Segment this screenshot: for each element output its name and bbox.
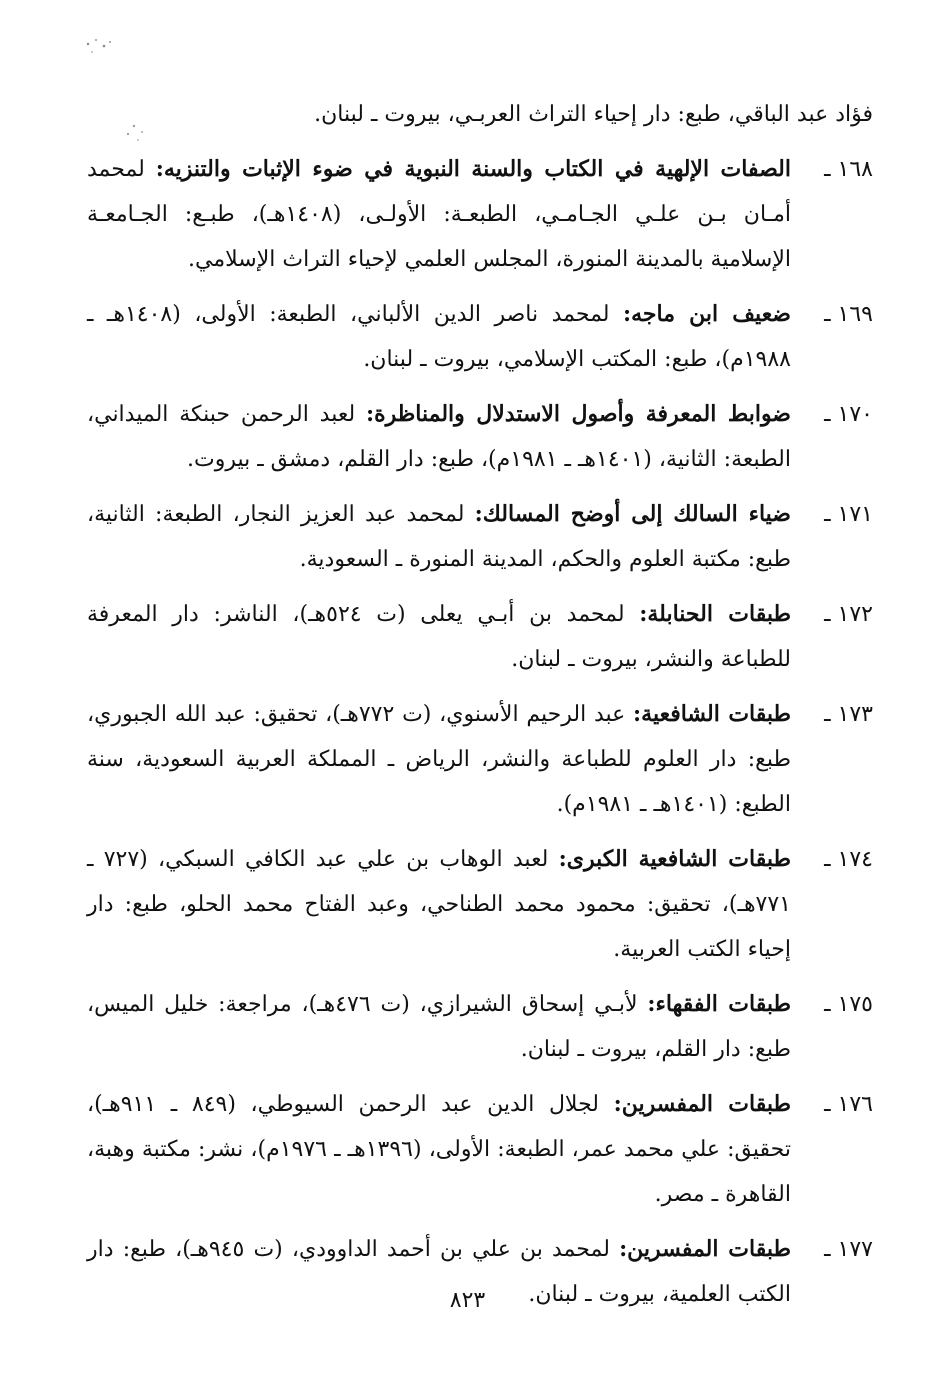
entry-body: لأبـي إسحاق الشيرازي، (ت ٤٧٦هـ)، مراجعة: خليل الميس، طبع: دار القلم، بيروت ـ لبنان. — [87, 992, 791, 1062]
bibliography-entry-169 — [87, 292, 873, 382]
entry-title: الصفات الإلهية في الكتاب والسنة النبوية في ضوء الإثبات والتنزيه: — [155, 156, 791, 182]
bibliography-entry-168 — [87, 147, 873, 282]
bibliography-entry-173 — [87, 692, 873, 827]
entry-body: لمحمد بن أبـي يعلى (ت ٥٢٤هـ)، الناشر: دار المعرفة للطباعة والنشر، بيروت ـ لبنان. — [87, 602, 791, 672]
entry-title: طبقات المفسرين: — [619, 1236, 791, 1262]
bibliography-list — [87, 92, 873, 1327]
entry-title: ضوابط المعرفة وأصول الاستدلال والمناظرة: — [365, 401, 791, 427]
entry-body: لمحمد عبد العزيز النجار، الطبعة: الثانية، طبع: مكتبة العلوم والحكم، المدينة المنورة ـ السعودية. — [87, 502, 791, 572]
entry-title: طبقات الحنابلة: — [639, 601, 791, 627]
entry-body: لعبد الرحمن حبنكة الميداني، الطبعة: الثانية، (١٤٠١هـ ـ ١٩٨١م)، طبع: دار القلم، دمشق ـ بيروت. — [87, 402, 791, 472]
bibliography-entry-171 — [87, 492, 873, 582]
entry-number: ١٧٧ ـ — [824, 1237, 873, 1262]
page-number: ٨٢٣ — [449, 1288, 486, 1313]
entry-body: لعبد الوهاب بن علي عبد الكافي السبكي، (٧٢٧ ـ ٧٧١هـ)، تحقيق: محمود محمد الطناحي، وعبد الفتاح محمد الحلو، طبع: دار إحياء الكتب العربية. — [87, 847, 791, 962]
entry-body: لمحمد بن علي بن أحمد الداوودي، (ت ٩٤٥هـ)، طبع: دار الكتب العلمية، بيروت ـ لبنان. — [87, 1237, 791, 1307]
entry-number: ١٧١ ـ — [824, 502, 873, 527]
entry-number: ١٦٩ ـ — [824, 302, 873, 327]
entry-body: لمحمد ناصر الدين الألباني، الطبعة: الأولى، (١٤٠٨هـ ـ ١٩٨٨م)، طبع: المكتب الإسلامي، بيروت ـ لبنان. — [87, 302, 791, 372]
continuation-line — [87, 92, 873, 137]
bibliography-entry-174 — [87, 837, 873, 972]
intro-line-text: فؤاد عبد الباقي، طبع: دار إحياء التراث العربـي، بيروت ـ لبنان. — [314, 102, 873, 127]
bibliography-entry-170 — [87, 392, 873, 482]
entry-number: ١٧٥ ـ — [824, 992, 873, 1017]
entry-number: ١٧٣ ـ — [824, 702, 873, 727]
entry-body: عبد الرحيم الأسنوي، (ت ٧٧٢هـ)، تحقيق: عبد الله الجبوري، طبع: دار العلوم للطباعة والنشر، الرياض ـ المملكة العربية السعودية، سنة الطبع: (١٤٠١هـ ـ ١٩٨١م). — [87, 702, 791, 817]
entry-number: ١٧٦ ـ — [824, 1092, 873, 1117]
entry-number: ١٧٠ ـ — [824, 402, 873, 427]
entry-title: طبقات المفسرين: — [613, 1091, 791, 1117]
entry-title: طبقات الشافعية: — [633, 701, 792, 727]
bibliography-entry-172 — [87, 592, 873, 682]
entry-title: ضياء السالك إلى أوضح المسالك: — [474, 501, 791, 527]
bibliography-entry-176 — [87, 1082, 873, 1217]
entry-body: لجلال الدين عبد الرحمن السيوطي، (٨٤٩ ـ ٩١١هـ)، تحقيق: علي محمد عمر، الطبعة: الأولى، (١٣٩٦هـ ـ ١٩٧٦م)، نشر: مكتبة وهبة، القاهرة ـ مصر. — [87, 1092, 791, 1207]
entry-title: طبقات الفقهاء: — [647, 991, 792, 1017]
entry-body: لمحمد أمـان بـن علـي الجـامـي، الطبعـة: الأولـى، (١٤٠٨هـ)، طبـع: الجـامعـة الإسلامية بالمدينة المنورة، المجلس العلمي لإحياء التراث الإسلامي. — [87, 157, 792, 272]
entry-number: ١٦٨ ـ — [824, 157, 873, 182]
entry-number: ١٧٢ ـ — [824, 602, 873, 627]
entry-title: ضعيف ابن ماجه: — [623, 301, 791, 327]
bibliography-entry-175 — [87, 982, 873, 1072]
entry-title: طبقات الشافعية الكبرى: — [558, 846, 791, 872]
entry-number: ١٧٤ ـ — [824, 847, 873, 872]
